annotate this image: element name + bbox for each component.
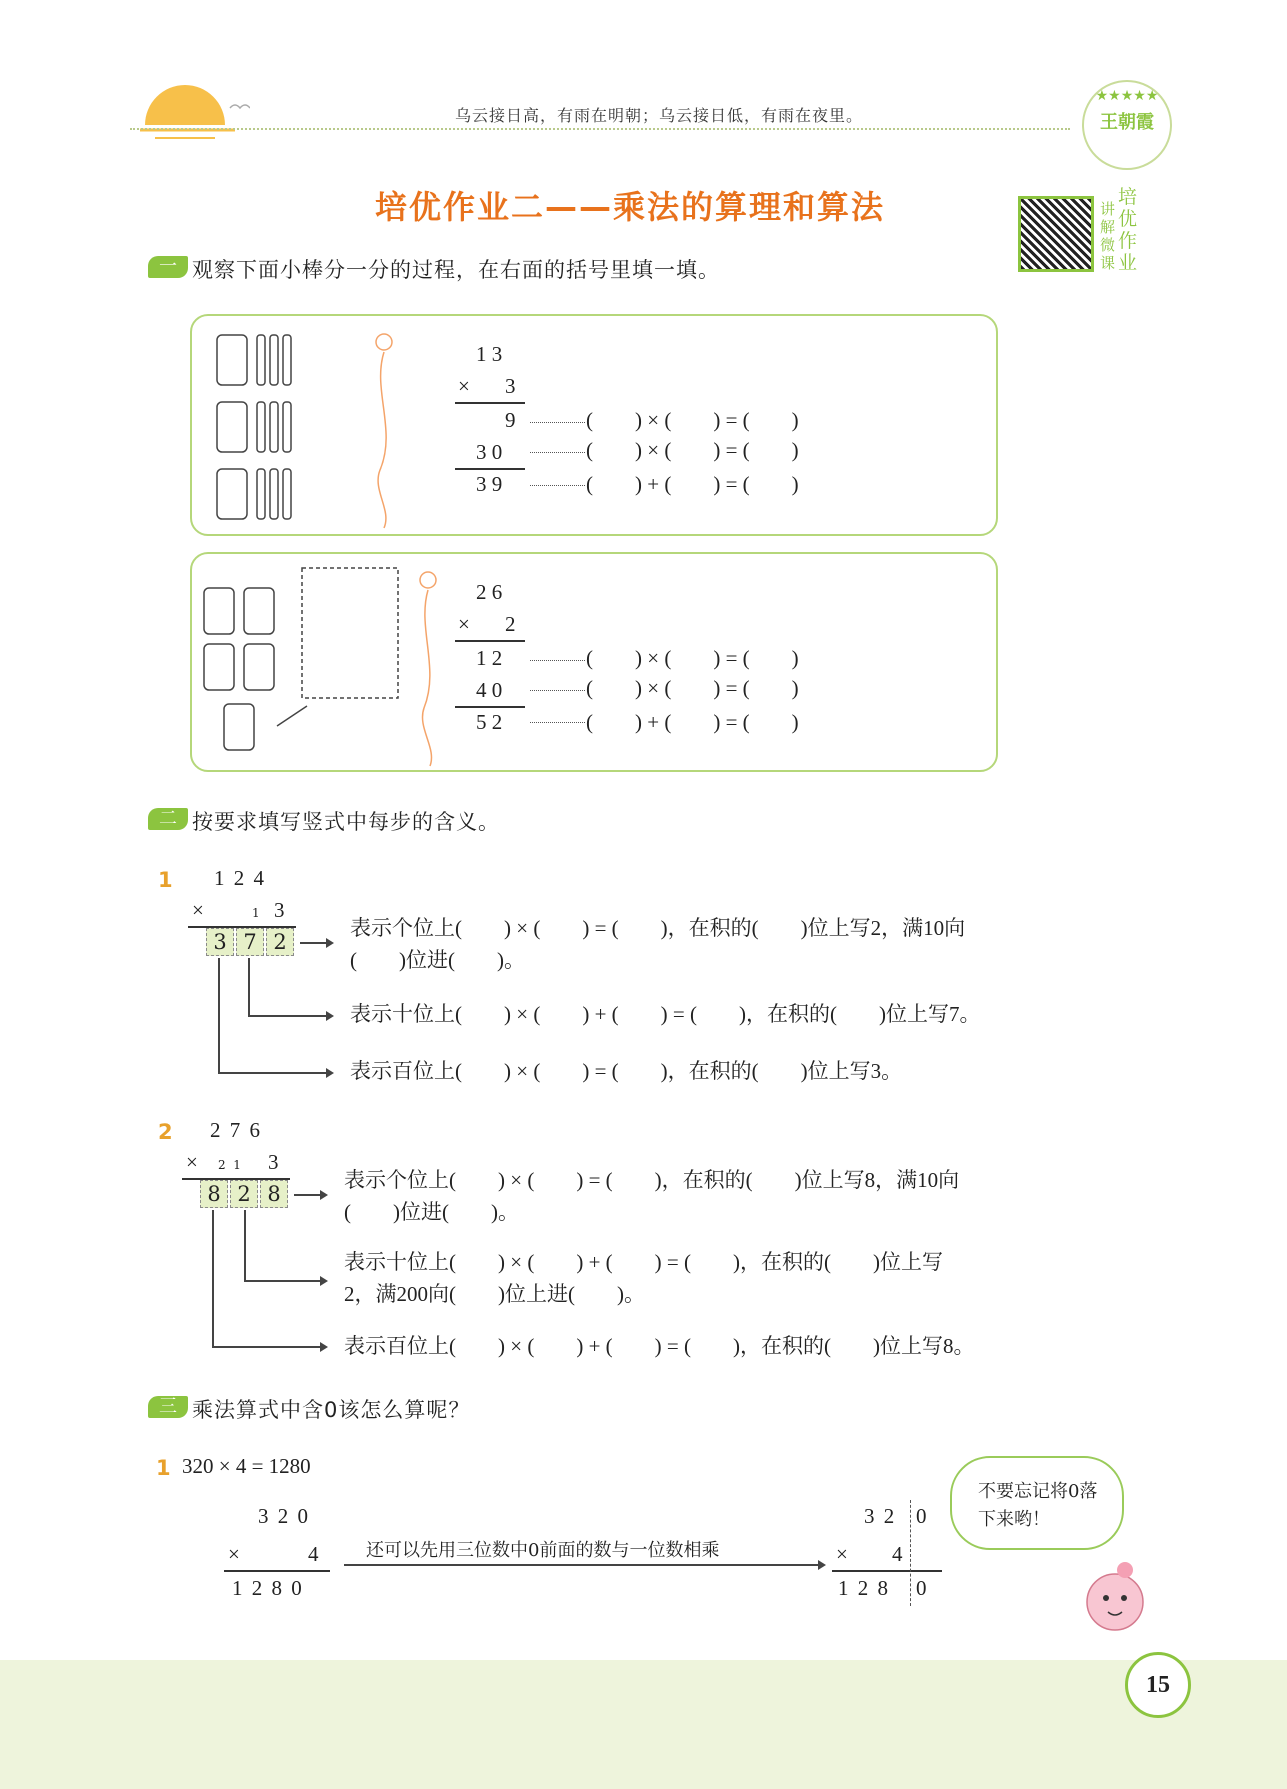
leader-dots <box>530 422 585 423</box>
logo-badge <box>1082 80 1172 170</box>
q2-line1a[interactable]: 表示个位上( ) × ( ) = ( )，在积的( )位上写8，满10向 <box>344 1168 960 1192</box>
q1-digit-ones: 2 <box>266 928 294 956</box>
logo-text: 王朝霞 <box>1100 112 1154 133</box>
q1-connector-tens <box>248 958 250 1015</box>
q1-product <box>206 928 296 956</box>
q2-line2b[interactable]: 2，满200向( )位上进( )。 <box>344 1282 645 1306</box>
problem-a-eq2[interactable]: ( ) × ( ) = ( ) <box>586 438 799 462</box>
stars-icon: ★★★★★ <box>1095 88 1159 104</box>
s3-left-line <box>224 1570 330 1572</box>
q1-mult-sign: × <box>192 898 204 922</box>
s3-left-result: 1 2 8 0 <box>232 1576 304 1600</box>
q1-line3[interactable]: 表示百位上( ) × ( ) = ( )，在积的( )位上写3。 <box>350 1059 903 1083</box>
page-number: 15 <box>1125 1652 1191 1718</box>
q1-carry: 1 <box>252 906 260 920</box>
q2-line1b[interactable]: ( )位进( )。 <box>344 1200 519 1224</box>
problem-a-row3: 3 9 <box>476 472 503 496</box>
problem-a-line <box>455 402 525 404</box>
problem-a-eq3[interactable]: ( ) + ( ) = ( ) <box>586 472 799 496</box>
s3-left-multiplier: 4 <box>308 1542 319 1566</box>
problem-b-eq2[interactable]: ( ) × ( ) = ( ) <box>586 676 799 700</box>
s3-q1-number: 1 <box>156 1456 171 1480</box>
mascot-icon <box>1070 1552 1160 1642</box>
s3-q1-equation: 320 × 4 = 1280 <box>182 1454 311 1478</box>
problem-b-eq3[interactable]: ( ) + ( ) = ( ) <box>586 710 799 734</box>
problem-b-line <box>455 640 525 642</box>
q2-digit-ones: 8 <box>260 1180 288 1208</box>
flower-decoration <box>362 330 412 530</box>
q1-number: 1 <box>158 868 173 892</box>
problem-b-row3: 5 2 <box>476 710 503 734</box>
problem-a-eq1[interactable]: ( ) × ( ) = ( ) <box>586 408 799 432</box>
leader-dots <box>530 722 585 723</box>
q2-line3[interactable]: 表示百位上( ) × ( ) + ( ) = ( )，在积的( )位上写8。 <box>344 1334 975 1358</box>
sticks-bundle-icon <box>212 330 302 530</box>
q2-line2a[interactable]: 表示十位上( ) × ( ) + ( ) = ( )，在积的( )位上写 <box>344 1250 943 1274</box>
hint-bubble-text: 不要忘记将0落下来哟！ <box>978 1481 1098 1530</box>
q2-number: 2 <box>158 1120 173 1144</box>
q2-product <box>200 1180 290 1208</box>
q1-multiplier: 3 <box>274 898 285 922</box>
q2-arrow-hundreds <box>212 1346 326 1348</box>
sun-decoration <box>140 80 250 150</box>
q1-arrow-ones <box>300 942 332 944</box>
problem-b-mult-sign: × <box>458 612 470 636</box>
problem-a-multiplier: 3 <box>505 374 516 398</box>
problem-a-top: 1 3 <box>476 342 503 366</box>
q2-arrow-ones <box>294 1194 326 1196</box>
header-divider <box>130 128 1070 130</box>
header-motto: 乌云接日高，有雨在明朝；乌云接日低，有雨在夜里。 <box>455 106 864 125</box>
section3-instruction: 乘法算式中含0该怎么算呢？ <box>192 1398 471 1422</box>
q2-multiplier: 3 <box>268 1150 279 1174</box>
section2-instruction: 按要求填写竖式中每步的含义。 <box>192 810 500 834</box>
s3-right-multiplier: 4 <box>892 1542 903 1566</box>
q2-carry: 2 1 <box>218 1158 241 1172</box>
problem-b-multiplier: 2 <box>505 612 516 636</box>
s3-right-line <box>832 1570 942 1572</box>
qr-code-icon[interactable] <box>1018 196 1094 272</box>
leader-dots <box>530 660 585 661</box>
q1-digit-tens: 7 <box>236 928 264 956</box>
s3-right-result-zero: 0 <box>916 1576 927 1600</box>
side-label-top: 培优作业 <box>1118 186 1138 274</box>
footer-band <box>0 1660 1287 1789</box>
section3-badge: 三 <box>148 1396 188 1418</box>
q2-arrow-tens <box>244 1280 326 1282</box>
q1-line1a[interactable]: 表示个位上( ) × ( ) = ( )，在积的( )位上写2，满10向 <box>350 916 966 940</box>
q1-line1b[interactable]: ( )位进( )。 <box>350 948 525 972</box>
problem-a-row1: 9 <box>505 408 516 432</box>
q1-arrow-hundreds <box>218 1072 332 1074</box>
q2-digit-hundreds: 8 <box>200 1180 228 1208</box>
leader-dots <box>530 452 585 453</box>
q1-arrow-tens <box>248 1015 332 1017</box>
q2-digit-tens: 2 <box>230 1180 258 1208</box>
problem-b-eq1[interactable]: ( ) × ( ) = ( ) <box>586 646 799 670</box>
leader-dots <box>530 690 585 691</box>
s3-arrow <box>344 1564 824 1566</box>
q2-connector-hundreds <box>212 1210 214 1346</box>
q2-top: 2 7 6 <box>210 1118 262 1142</box>
problem-b-line2 <box>455 706 525 708</box>
problem-b-top: 2 6 <box>476 580 503 604</box>
problem-b-row2: 4 0 <box>476 678 503 702</box>
problem-b-row1: 1 2 <box>476 646 503 670</box>
q2-connector-tens <box>244 1210 246 1280</box>
section2-badge: 二 <box>148 808 188 830</box>
page-title: 培优作业二——乘法的算理和算法 <box>375 188 886 226</box>
q1-digit-hundreds: 3 <box>206 928 234 956</box>
side-label-sub: 讲解微课 <box>1100 200 1116 272</box>
s3-right-result: 1 2 8 <box>838 1576 890 1600</box>
s3-left-mult-sign: × <box>228 1542 240 1566</box>
problem-a-row2: 3 0 <box>476 440 503 464</box>
q1-top: 1 2 4 <box>214 866 266 890</box>
problem-a-mult-sign: × <box>458 374 470 398</box>
s3-divider-dotted <box>910 1500 911 1606</box>
s3-right-zero: 0 <box>916 1504 927 1528</box>
leader-dots <box>530 485 585 486</box>
section1-badge: 一 <box>148 256 188 278</box>
q1-connector-hundreds <box>218 958 220 1072</box>
s3-arrow-text: 还可以先用三位数中0前面的数与一位数相乘 <box>366 1540 720 1561</box>
flower-decoration <box>412 568 452 768</box>
s3-right-mult-sign: × <box>836 1542 848 1566</box>
problem-a-line2 <box>455 468 525 470</box>
s3-right-top: 3 2 <box>864 1504 897 1528</box>
section1-instruction: 观察下面小棒分一分的过程，在右面的括号里填一填。 <box>192 258 720 282</box>
q1-line2[interactable]: 表示十位上( ) × ( ) + ( ) = ( )，在积的( )位上写7。 <box>350 1002 981 1026</box>
sticks-bundle-icon <box>202 566 402 766</box>
s3-left-top: 3 2 0 <box>258 1504 310 1528</box>
q2-mult-sign: × <box>186 1150 198 1174</box>
